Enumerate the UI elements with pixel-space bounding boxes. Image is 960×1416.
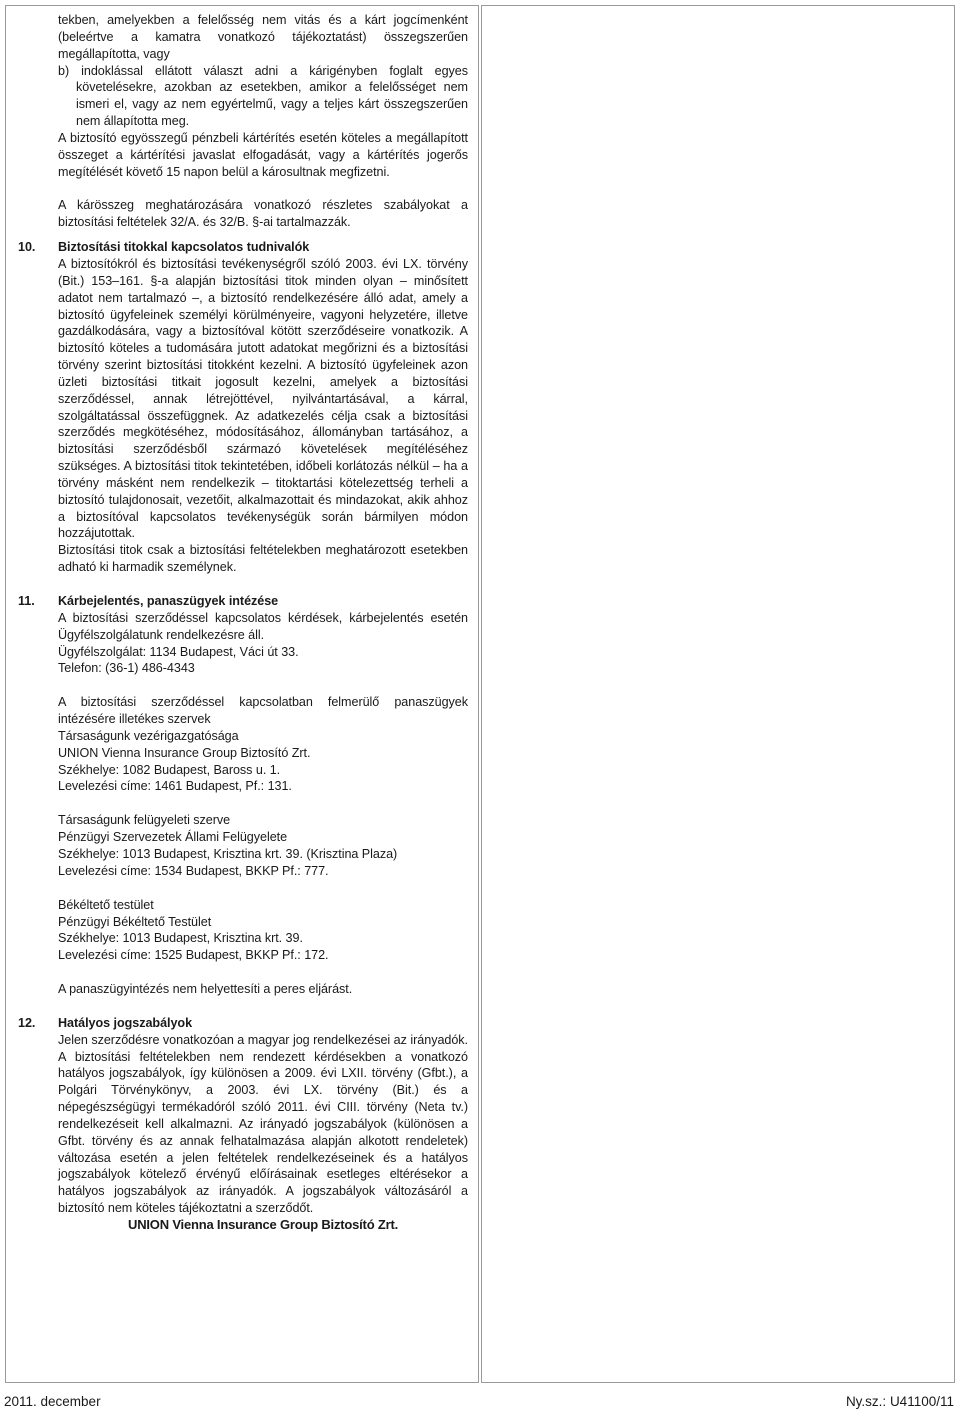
arbitration-label: Békéltető testület — [58, 897, 154, 912]
section-12 — [18, 1015, 468, 1217]
section-10 — [18, 239, 468, 576]
supervisor-mail: Levelezési címe: 1534 Budapest, BKKP Pf.: 777. — [58, 863, 329, 878]
section-title: Biztosítási titokkal kapcsolatos tudnivalók — [58, 240, 310, 255]
management-label: Társaságunk vezérigazgatósága — [58, 728, 239, 743]
continuation-text: tekben, amelyekben a felelősség nem vitás és a kárt jogcímenként (beleértve a kamatra vonatkozó tájékoztatást) összegszerűen megállapította, vagy — [58, 13, 468, 61]
management-name: UNION Vienna Insurance Group Biztosító Zrt. — [58, 745, 311, 760]
footer-doc-number: Ny.sz.: U41100/11 — [845, 1394, 954, 1409]
footer-date: 2011. december — [4, 1394, 101, 1409]
supervisor-seat: Székhelye: 1013 Budapest, Krisztina krt. 39. (Krisztina Plaza) — [58, 846, 398, 861]
supervisor-label: Társaságunk felügyeleti szerve — [58, 813, 231, 828]
document-column — [18, 12, 468, 1234]
rules-paragraph: A kárösszeg meghatározására vonatkozó részletes szabályokat a biztosítási feltételek 32/A. és 32/B. §-ai tartalmazzák. — [58, 198, 468, 230]
section-text: Jelen szerződésre vonatkozóan a magyar jog rendelkezései az irányadók. A biztosítási feltételekben nem rendezett kérdésekben a vonatkozó hatályos jogszabályok, így különösen a 2009. évi LXII. törvény (Gfbt.), a Polgári Törvénykönyv, a 2003. évi LX. törvény (Bit.) és a népegészségügyi termékadóról szóló 2011. évi CIII. törvény (Neta tv.) rendelkezéseit kell alkalmazni. Az irányadó jogszabályok (különösen a Gfbt. törvény és az annak felhatalmazása alapján alkotott rendeletek) változása esetén a jelen feltételek rendelkezéseinek és a hatályos jogszabályok kötelező érvényű előírásainak esetleges eltérésekor a hatályos jogszabályok az irányadók. A jogszabályok változásáról a biztosító nem köteles tájékoztatni a szerződőt. — [58, 1032, 468, 1216]
service-address: Ügyfélszolgálat: 1134 Budapest, Váci út 33. — [58, 644, 299, 659]
management-mail: Levelezési címe: 1461 Budapest, Pf.: 131. — [58, 779, 292, 794]
section-intro: A biztosítási szerződéssel kapcsolatos kérdések, kárbejelentés esetén Ügyfélszolgálatunk rendelkezésre áll. — [58, 610, 468, 642]
section-number: 10. — [18, 240, 36, 255]
section-number: 12. — [18, 1015, 36, 1030]
section-11 — [18, 593, 468, 998]
payment-paragraph: A biztosító egyösszegű pénzbeli kártérítés esetén köteles a megállapított összeget a kártérítési javaslat elfogadását, vagy a kártérítés jogerős megítélését követő 15 napon belül a károsultnak megfizetni. — [58, 130, 468, 179]
arbitration-seat: Székhelye: 1013 Budapest, Krisztina krt. 39. — [58, 931, 303, 946]
right-column-frame — [481, 5, 955, 1383]
section-text: A biztosítókról és biztosítási tevékenységről szóló 2003. évi LX. törvény (Bit.) 153–161. §-a alapján biztosítási titok minden olyan – minősített adatot nem tartalmazó –, a biztosító rendelkezésére álló adat, amely a biztosító ügyfeleinek személyi körülményeire, vagyoni helyzetére, illetve gazdálkodására, vagy a biztosítóval kötött szerződéseire vonatkozik. A biztosító köteles a tudomására jutott adatokat megőrizni és a biztosítási törvény szerint biztosítási titokként kezelni. A biztosító ügyfeleinek azon üzleti biztosítási titkait jogosult kezelni, amelyek a biztosítási szerződéssel, annak létrejöttével, nyilvántartásával, a kárral, szolgáltatással összefüggnek. Az adatkezelés célja csak a biztosítási szerződés megkötéséhez, módosításához, állományban tartásához, a biztosítási szerződésből származó követelések megítéléséhez szükséges. A biztosítási titok tekintetében, időbeli korlátozás nélkül – ha a törvény másként nem rendelkezik – titoktartási kötelezettség terheli a biztosító tulajdonosait, vezetőit, alkalmazottait és mindazokat, akik ahhoz a biztosítóval kapcsolatos tevékenységük során bármilyen módon hozzájutottak. — [58, 256, 468, 541]
closing-note: A panaszügyintézés nem helyettesíti a peres eljárást. — [58, 982, 353, 997]
company-signature: UNION Vienna Insurance Group Biztosító Zrt. — [128, 1217, 398, 1232]
arbitration-name: Pénzügyi Békéltető Testület — [58, 914, 212, 929]
list-item-b: b) indoklással ellátott választ adni a kárigényben foglalt egyes követelésekre, azokban az esetekben, amikor a felelősséget nem ismeri el, vagy az nem egyértelmű, vagy a teljes kárt összegszerűen nem állapította meg. — [58, 63, 468, 129]
arbitration-mail: Levelezési címe: 1525 Budapest, BKKP Pf.: 172. — [58, 948, 329, 963]
complaint-intro: A biztosítási szerződéssel kapcsolatban felmerülő panaszügyek intézésére illetékes szervek — [58, 695, 468, 727]
section-text-2: Biztosítási titok csak a biztosítási feltételekben meghatározott esetekben adható ki harmadik személynek. — [58, 543, 468, 575]
section-title: Kárbejelentés, panaszügyek intézése — [58, 594, 279, 608]
section-title: Hatályos jogszabályok — [58, 1015, 193, 1030]
management-seat: Székhelye: 1082 Budapest, Baross u. 1. — [58, 762, 281, 777]
page-footer — [0, 1389, 960, 1415]
section-number: 11. — [18, 594, 35, 608]
service-phone: Telefon: (36-1) 486-4343 — [58, 661, 195, 676]
supervisor-name: Pénzügyi Szervezetek Állami Felügyelete — [58, 830, 288, 845]
